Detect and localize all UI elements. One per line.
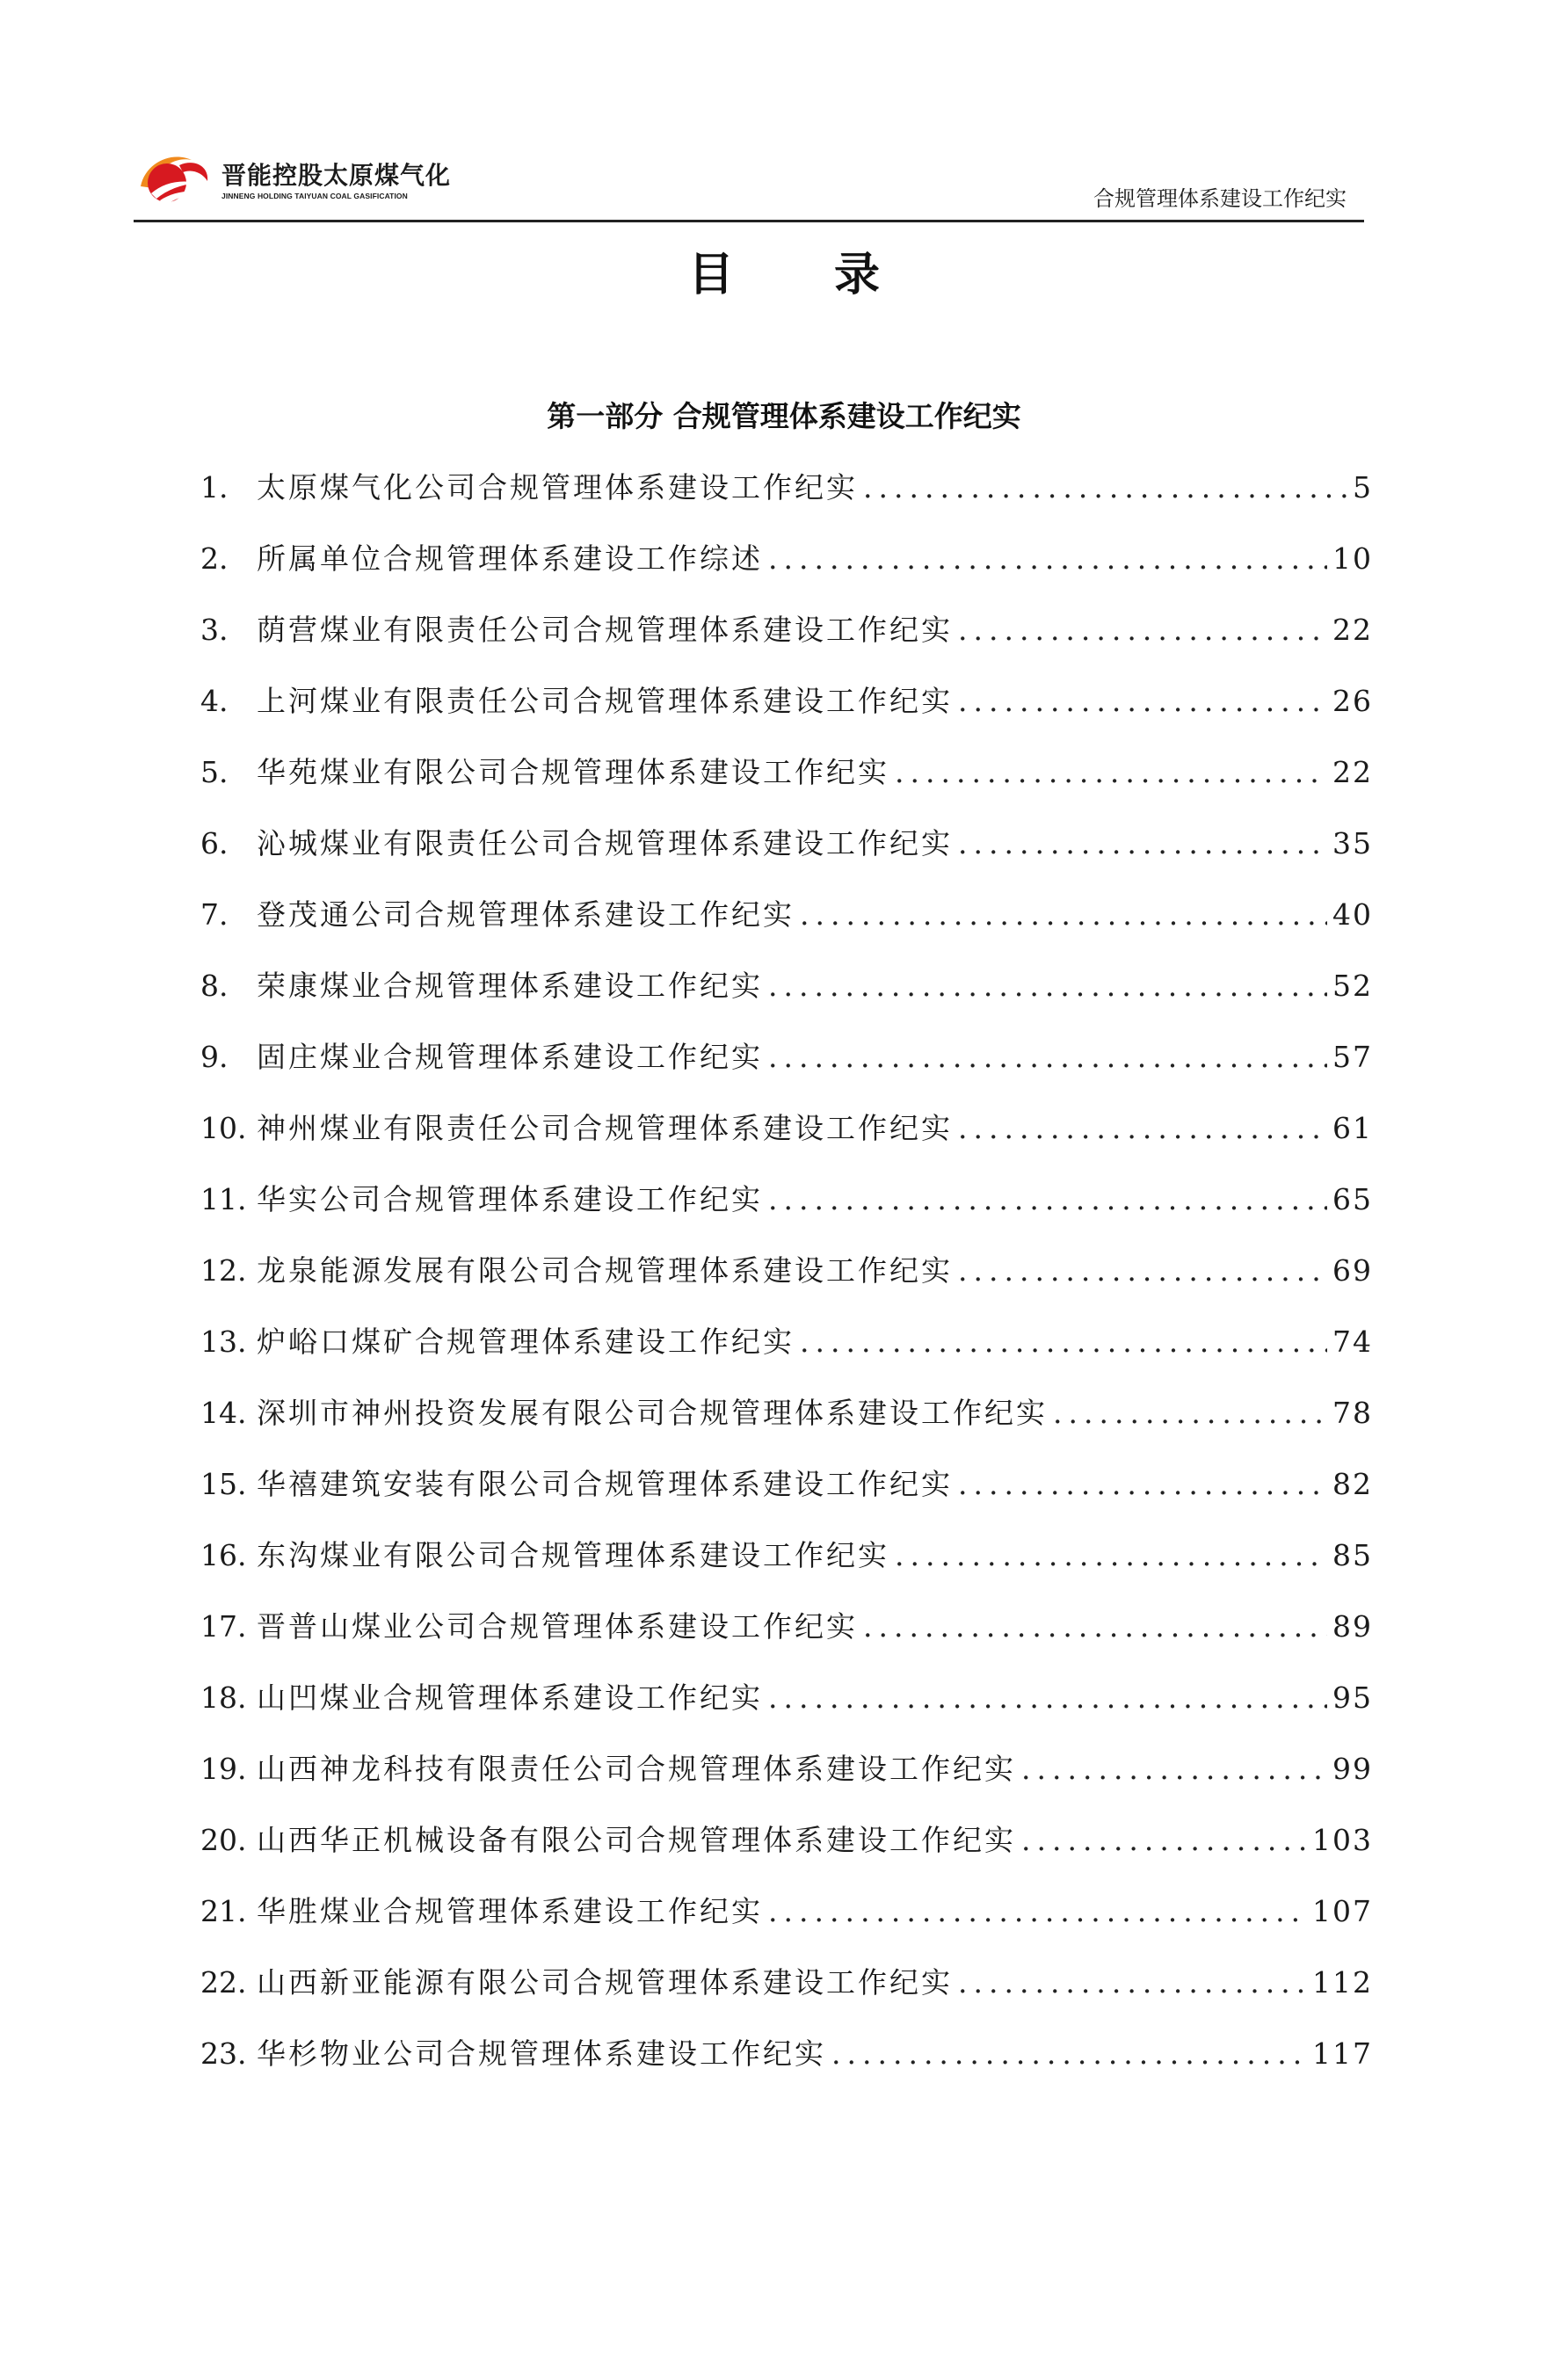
- toc-entry-page-number: 61: [1332, 1111, 1373, 1145]
- toc-entry-title[interactable]: 晋普山煤业公司合规管理体系建设工作纪实: [257, 1609, 858, 1644]
- toc-entry[interactable]: [200, 1747, 1373, 1818]
- toc-entry-title[interactable]: 华实公司合规管理体系建设工作纪实: [257, 1182, 763, 1216]
- toc-leader-dots: [1053, 1391, 1327, 1435]
- toc-leader-dots: [863, 466, 1347, 510]
- toc-entry-title[interactable]: 山凹煤业合规管理体系建设工作纪实: [257, 1680, 763, 1715]
- toc-leader-dots: [958, 679, 1327, 723]
- page-title: 目 录: [687, 249, 923, 301]
- toc-entry-page-number: 117: [1312, 2036, 1373, 2071]
- toc-entry-title[interactable]: 荣康煤业合规管理体系建设工作纪实: [257, 969, 763, 1003]
- toc-entry-title[interactable]: 山西华正机械设备有限公司合规管理体系建设工作纪实: [257, 1823, 1016, 1857]
- toc-entry-page-number: 52: [1332, 969, 1373, 1003]
- toc-entry[interactable]: [200, 1534, 1373, 1605]
- toc-entry-number: 5.: [200, 755, 229, 789]
- toc-entry-title[interactable]: 东沟煤业有限公司合规管理体系建设工作纪实: [257, 1538, 889, 1572]
- toc-entry-number: 8.: [200, 969, 229, 1003]
- toc-entry-number: 12.: [200, 1253, 247, 1288]
- toc-entry-title[interactable]: 炉峪口煤矿合规管理体系建设工作纪实: [257, 1325, 795, 1359]
- company-logo: [134, 142, 213, 213]
- toc-leader-dots: [958, 1107, 1327, 1150]
- toc-entry-number: 16.: [200, 1538, 247, 1572]
- toc-entry[interactable]: [200, 751, 1373, 822]
- toc-entry-number: 20.: [200, 1823, 247, 1857]
- toc-leader-dots: [1021, 1747, 1327, 1791]
- toc-entry[interactable]: [200, 893, 1373, 964]
- toc-entry-page-number: 95: [1332, 1680, 1373, 1715]
- toc-leader-dots: [768, 964, 1327, 1008]
- toc-entry-number: 2.: [200, 541, 229, 576]
- toc-entry-page-number: 10: [1332, 541, 1373, 576]
- toc-entry-number: 11.: [200, 1182, 247, 1216]
- toc-leader-dots: [768, 1178, 1327, 1222]
- document-title: 合规管理体系建设工作纪实: [1093, 186, 1347, 211]
- toc-entry-page-number: 69: [1332, 1253, 1373, 1288]
- toc-entry-page-number: 65: [1332, 1182, 1373, 1216]
- toc-leader-dots: [863, 1605, 1327, 1649]
- toc-entry-number: 23.: [200, 2036, 247, 2071]
- toc-entry-page-number: 107: [1312, 1894, 1373, 1928]
- toc-entry-title[interactable]: 山西新亚能源有限公司合规管理体系建设工作纪实: [257, 1965, 953, 2000]
- toc-entry[interactable]: [200, 2032, 1373, 2103]
- toc-entry[interactable]: [200, 1249, 1373, 1320]
- toc-entry[interactable]: [200, 1818, 1373, 1890]
- toc-entry-number: 14.: [200, 1396, 247, 1430]
- toc-entry-number: 6.: [200, 826, 229, 860]
- toc-leader-dots: [768, 537, 1327, 581]
- toc-entry[interactable]: [200, 1676, 1373, 1747]
- toc-leader-dots: [800, 1320, 1327, 1364]
- toc-entry-title[interactable]: 龙泉能源发展有限公司合规管理体系建设工作纪实: [257, 1253, 953, 1288]
- toc-leader-dots: [958, 1249, 1327, 1293]
- toc-entry-number: 3.: [200, 613, 229, 647]
- toc-entry-title[interactable]: 深圳市神州投资发展有限公司合规管理体系建设工作纪实: [257, 1396, 1048, 1430]
- toc-entry[interactable]: [200, 964, 1373, 1035]
- toc-entry[interactable]: [200, 1605, 1373, 1676]
- toc-leader-dots: [1021, 1818, 1307, 1862]
- toc-entry[interactable]: [200, 679, 1373, 751]
- toc-entry-page-number: 22: [1332, 613, 1373, 647]
- toc-entry-title[interactable]: 华胜煤业合规管理体系建设工作纪实: [257, 1894, 763, 1928]
- toc-entry-number: 15.: [200, 1467, 247, 1501]
- toc-entry-page-number: 40: [1332, 897, 1373, 932]
- toc-leader-dots: [768, 1676, 1327, 1720]
- toc-leader-dots: [768, 1035, 1327, 1079]
- toc-entry-title[interactable]: 沁城煤业有限责任公司合规管理体系建设工作纪实: [257, 826, 953, 860]
- page-header: [134, 132, 1364, 222]
- toc-entry-number: 13.: [200, 1325, 247, 1359]
- toc-entry-page-number: 82: [1332, 1467, 1373, 1501]
- toc-entry-title[interactable]: 华禧建筑安装有限公司合规管理体系建设工作纪实: [257, 1467, 953, 1501]
- toc-entry[interactable]: [200, 822, 1373, 893]
- toc-leader-dots: [768, 1890, 1307, 1934]
- toc-entry-title[interactable]: 荫营煤业有限责任公司合规管理体系建设工作纪实: [257, 613, 953, 647]
- toc-leader-dots: [958, 608, 1327, 652]
- toc-leader-dots: [800, 893, 1327, 937]
- toc-entry[interactable]: [200, 1178, 1373, 1249]
- toc-entry[interactable]: [200, 1035, 1373, 1107]
- toc-entry-title[interactable]: 所属单位合规管理体系建设工作综述: [257, 541, 763, 576]
- toc-entry-title[interactable]: 华苑煤业有限公司合规管理体系建设工作纪实: [257, 755, 889, 789]
- toc-entry-title[interactable]: 固庄煤业合规管理体系建设工作纪实: [257, 1040, 763, 1074]
- section-title: 第一部分 合规管理体系建设工作纪实: [547, 399, 1021, 433]
- toc-entry[interactable]: [200, 1890, 1373, 1961]
- toc-leader-dots: [895, 751, 1327, 795]
- toc-entry-page-number: 57: [1332, 1040, 1373, 1074]
- brand-name-en: JINNENG HOLDING TAIYUAN COAL GASIFICATION: [221, 192, 408, 200]
- toc-entry[interactable]: [200, 608, 1373, 679]
- toc-leader-dots: [958, 822, 1327, 866]
- toc-entry-page-number: 74: [1332, 1325, 1373, 1359]
- toc-entry-number: 19.: [200, 1752, 247, 1786]
- toc-entry-page-number: 99: [1332, 1752, 1373, 1786]
- toc-leader-dots: [831, 2032, 1307, 2076]
- toc-entry[interactable]: [200, 1391, 1373, 1463]
- toc-entry-page-number: 35: [1332, 826, 1373, 860]
- toc-entry-number: 21.: [200, 1894, 247, 1928]
- toc-entry-title[interactable]: 登茂通公司合规管理体系建设工作纪实: [257, 897, 795, 932]
- toc-entry-number: 18.: [200, 1680, 247, 1715]
- toc-entry-number: 22.: [200, 1965, 247, 2000]
- toc-entry-number: 1.: [200, 470, 229, 504]
- toc-entry-title[interactable]: 山西神龙科技有限责任公司合规管理体系建设工作纪实: [257, 1752, 1016, 1786]
- toc-entry-number: 9.: [200, 1040, 229, 1074]
- toc-entry[interactable]: [200, 1107, 1373, 1178]
- toc-entry-page-number: 103: [1312, 1823, 1373, 1857]
- toc-entry-number: 4.: [200, 684, 229, 718]
- toc-entry-page-number: 89: [1332, 1609, 1373, 1644]
- toc-entry-number: 10.: [200, 1111, 247, 1145]
- toc-leader-dots: [895, 1534, 1327, 1578]
- toc-entry-title[interactable]: 太原煤气化公司合规管理体系建设工作纪实: [257, 470, 858, 504]
- toc-entry-page-number: 78: [1332, 1396, 1373, 1430]
- brand-name-cn: 晋能控股太原煤气化: [221, 161, 452, 190]
- toc-entry[interactable]: [200, 466, 1373, 537]
- toc-entry-page-number: 26: [1332, 684, 1373, 718]
- toc-entry-title[interactable]: 神州煤业有限责任公司合规管理体系建设工作纪实: [257, 1111, 953, 1145]
- toc-entry[interactable]: [200, 537, 1373, 608]
- toc-entry-page-number: 85: [1332, 1538, 1373, 1572]
- toc-entry-number: 7.: [200, 897, 229, 932]
- toc-leader-dots: [958, 1463, 1327, 1506]
- toc-entry[interactable]: [200, 1320, 1373, 1391]
- toc-entry-number: 17.: [200, 1609, 247, 1644]
- toc-entry-page-number: 22: [1332, 755, 1373, 789]
- toc-entry[interactable]: [200, 1961, 1373, 2032]
- table-of-contents: [200, 466, 1373, 2103]
- toc-entry-title[interactable]: 华杉物业公司合规管理体系建设工作纪实: [257, 2036, 826, 2071]
- toc-leader-dots: [958, 1961, 1307, 2005]
- toc-entry-title[interactable]: 上河煤业有限责任公司合规管理体系建设工作纪实: [257, 684, 953, 718]
- toc-entry[interactable]: [200, 1463, 1373, 1534]
- toc-entry-page-number: 112: [1312, 1965, 1373, 2000]
- toc-entry-page-number: 5: [1353, 470, 1373, 504]
